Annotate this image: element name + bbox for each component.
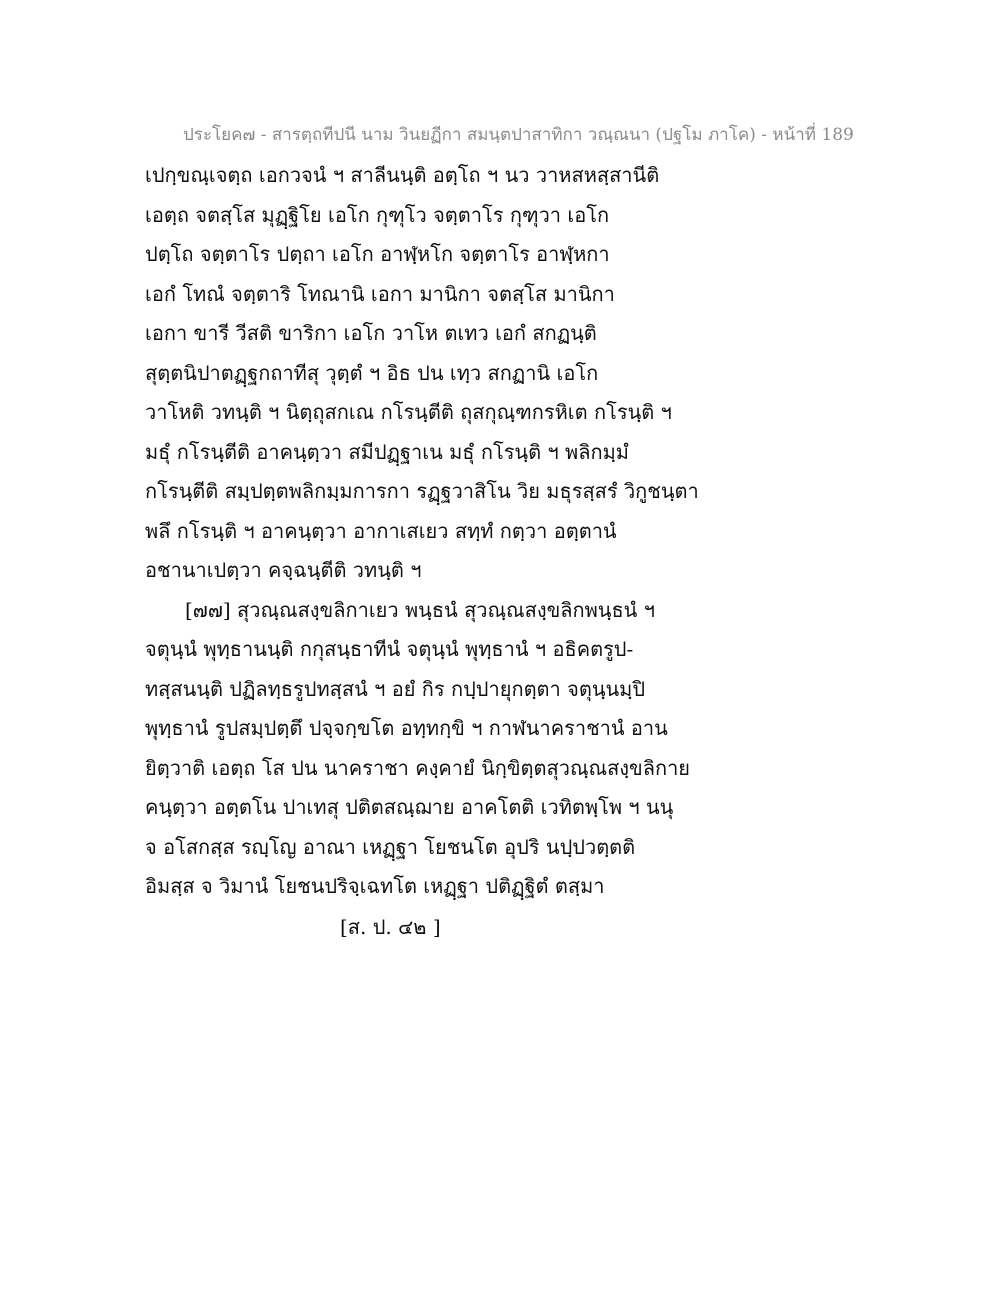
text-line: อชานาเปตฺวา คจฺฉนฺตีติ วทนฺติ ฯ (145, 558, 422, 582)
text-line: พุทฺธานํ รูปสมฺปตฺตึ ปจฺจกฺขโต อทฺทกฺขิ ฯ กาฬนาคราชานํ อาน (145, 716, 668, 740)
text-line: มธุํ กโรนฺตีติ อาคนฺตฺวา สมีปฏฺฐาเน มธุํ กโรนฺติ ฯ พลิกมฺมํ (145, 439, 629, 464)
text-line: ปตฺโถ จตฺตาโร ปตฺถา เอโก อาฬฺหโก จตฺตาโร อาฬฺหกา (145, 242, 610, 266)
text-line: เอตฺถ จตสฺโส มุฏฺฐิโย เอโก กุฑุโว จตฺตาโร กุฑุวา เอโก (145, 202, 610, 227)
text-line: วาโหติ วทนฺติ ฯ นิตฺถุสกเณ กโรนฺตีติ ถุสกุณฺฑกรหิเต กโรนฺติ ฯ (145, 400, 672, 424)
paragraph-first-line: [๗๗] สุวณฺณสงฺขลิกาเยว พนฺธนํ สุวณฺณสงฺขลิกพนฺธนํ ฯ (185, 597, 655, 622)
text-line: ยิตฺวาติ เอตฺถ โส ปน นาคราชา คงฺคายํ นิกฺขิตฺตสุวณฺณสงฺขลิกาย (145, 755, 691, 780)
text-line: เปกฺขณฺเจตฺถ เอกวจนํ ฯ สาลีนนฺติ อตฺโถ ฯ นว วาหสหสฺสานีติ (145, 163, 660, 187)
text-line: คนฺตฺวา อตฺตโน ปาเทสุ ปติตสณฺฌาย อาคโตติ เวทิตพฺโพ ฯ นนุ (145, 795, 674, 819)
text-line: กโรนฺตีติ สมฺปตฺตพลิกมฺมการกา รฏฺฐวาสิโน วิย มธุรสฺสรํ วิกูชนฺตา (145, 479, 699, 503)
text-line: อิมสฺส จ วิมานํ โยชนปริจฺเฉทโต เหฏฺฐา ปติฏฺฐิตํ ตสฺมา (145, 874, 605, 898)
text-line: เอกํ โทณํ จตฺตาริ โทณานิ เอกา มานิกา จตสฺโส มานิกา (145, 281, 615, 306)
text-line: จตุนฺนํ พุทฺธานนฺติ กกุสนฺธาทีนํ จตุนฺนํ พุทฺธานํ ฯ อธิคตรูป- (145, 637, 634, 661)
body-text (145, 156, 865, 907)
text-line: เอกา ขารี วีสติ ขาริกา เอโก วาโห ตเทว เอกํ สกฏนฺติ (145, 321, 597, 345)
running-header: ประโยค๗ - สารตฺถทีปนี นาม วินยฏีกา สมนฺตปาสาทิกา วณฺณนา (ปฐโม ภาโค) - หน้าที่ 189 (183, 125, 854, 145)
text-line: พลึ กโรนฺติ ฯ อาคนฺตฺวา อากาเสเยว สทฺทํ กตฺวา อตฺตานํ (145, 518, 617, 543)
page-reference: [ส. ป. ๔๒ ] (340, 915, 441, 939)
text-line: ทสฺสนนฺติ ปฏิลทฺธรูปทสฺสนํ ฯ อยํ กิร กปฺปายุกตฺตา จตุนฺนมฺปิ (145, 676, 646, 701)
text-line: จ อโสกสฺส รญฺโญ อาณา เหฏฺฐา โยชนโต อุปริ นปฺปวตฺตติ (145, 834, 636, 859)
text-line: สุตฺตนิปาตฏฺฐกถาทีสุ วุตฺตํ ฯ อิธ ปน เทฺว สกฏานิ เอโก (145, 360, 599, 385)
